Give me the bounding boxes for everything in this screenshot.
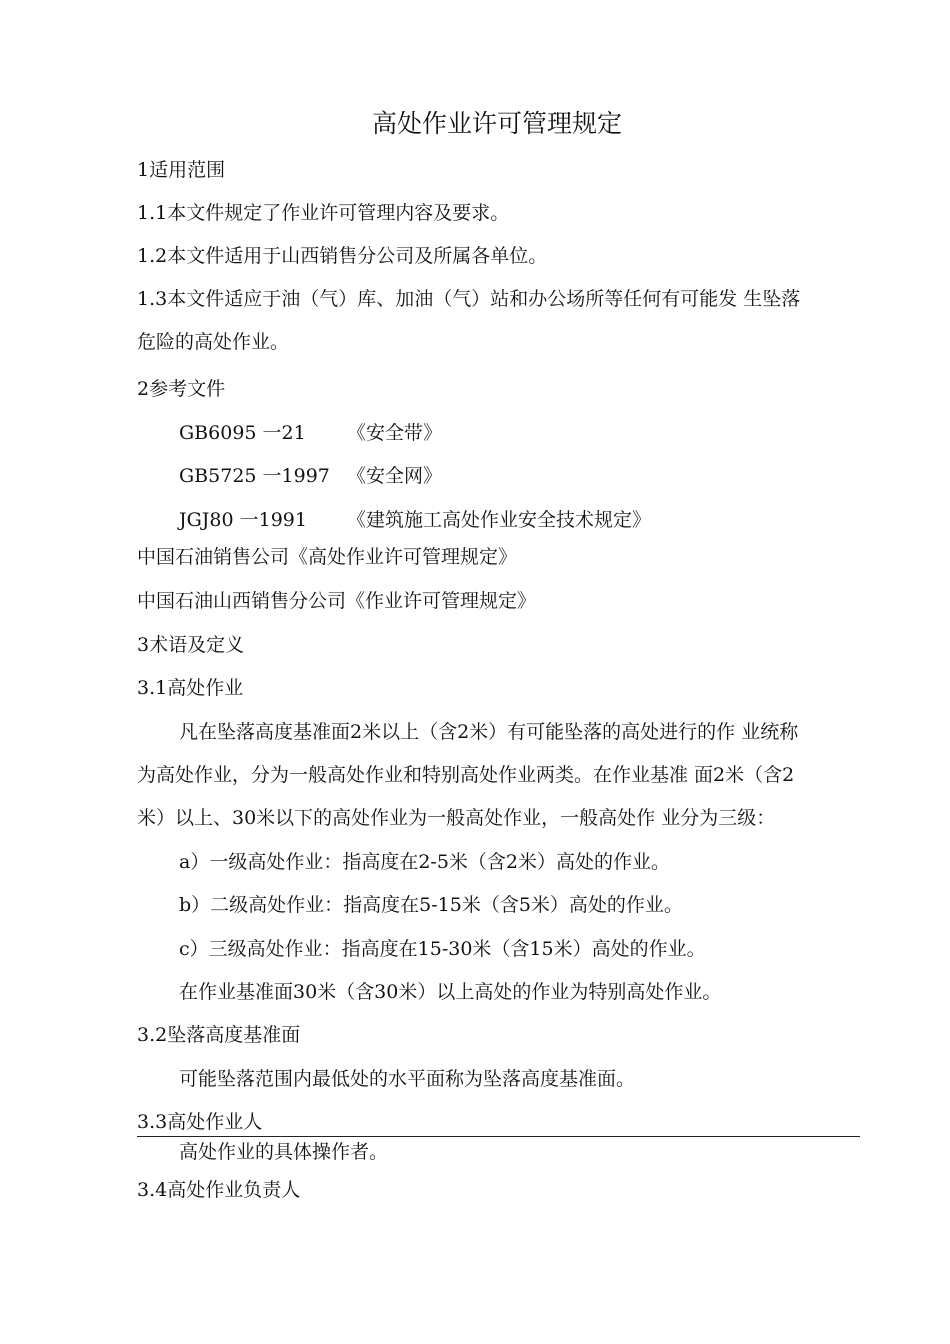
reference-item: 中国石油销售公司《高处作业许可管理规定》 bbox=[137, 546, 518, 568]
definition-line-3: 米）以上、30米以下的高处作业为一般高处作业，一般高处作 业分为三级： bbox=[137, 807, 776, 829]
reference-item bbox=[179, 420, 442, 446]
special-height-note: 在作业基准面30米（含30米）以上高处的作业为特别高处作业。 bbox=[179, 981, 722, 1003]
level-b-item: b）二级高处作业：指高度在5-15米（含5米）高处的作业。 bbox=[179, 894, 683, 916]
level-a-item: a）一级高处作业：指高度在2-5米（含2米）高处的作业。 bbox=[179, 851, 671, 873]
reference-item bbox=[179, 463, 442, 489]
subsection-3-3-heading: 3.3高处作业人 bbox=[137, 1111, 263, 1133]
reference-name: 《安全带》 bbox=[347, 422, 443, 444]
subsection-3-2-heading: 3.2坠落高度基准面 bbox=[137, 1024, 301, 1046]
definition-line-2: 为高处作业，分为一般高处作业和特别高处作业两类。在作业基准 面2米（含2 bbox=[137, 764, 795, 786]
horizontal-rule bbox=[137, 1136, 860, 1137]
definition-line-1: 凡在坠落高度基准面2米以上（含2米）有可能坠落的高处进行的作 业统称 bbox=[179, 721, 799, 743]
paragraph-1-3-line-2: 危险的高处作业。 bbox=[137, 331, 290, 353]
paragraph-1-1: 1.1本文件规定了作业许可管理内容及要求。 bbox=[137, 202, 510, 224]
reference-code: JGJ80 一1991 bbox=[179, 509, 307, 531]
reference-code: GB5725 一1997 bbox=[179, 465, 330, 487]
section-2-heading: 2参考文件 bbox=[137, 378, 226, 400]
reference-code: GB6095 一21 bbox=[179, 422, 306, 444]
level-c-item: c）三级高处作业：指高度在15-30米（含15米）高处的作业。 bbox=[179, 938, 706, 960]
subsection-3-1-heading: 3.1高处作业 bbox=[137, 677, 244, 699]
reference-name: 《安全网》 bbox=[347, 465, 443, 487]
subsection-3-3-definition: 高处作业的具体操作者。 bbox=[179, 1141, 389, 1163]
paragraph-1-3-line-1: 1.3本文件适应于油（气）库、加油（气）站和办公场所等任何有可能发 生坠落 bbox=[137, 288, 801, 310]
section-3-heading: 3术语及定义 bbox=[137, 634, 245, 656]
subsection-3-2-definition: 可能坠落范围内最低处的水平面称为坠落高度基准面。 bbox=[179, 1068, 636, 1090]
reference-item: 中国石油山西销售分公司《作业许可管理规定》 bbox=[137, 590, 537, 612]
section-1-heading: 1适用范围 bbox=[137, 159, 226, 181]
subsection-3-4-heading: 3.4高处作业负责人 bbox=[137, 1179, 301, 1201]
page-title: 高处作业许可管理规定 bbox=[372, 109, 623, 138]
paragraph-1-2: 1.2本文件适用于山西销售分公司及所属各单位。 bbox=[137, 245, 548, 267]
reference-item bbox=[179, 507, 651, 533]
reference-name: 《建筑施工高处作业安全技术规定》 bbox=[347, 509, 652, 531]
